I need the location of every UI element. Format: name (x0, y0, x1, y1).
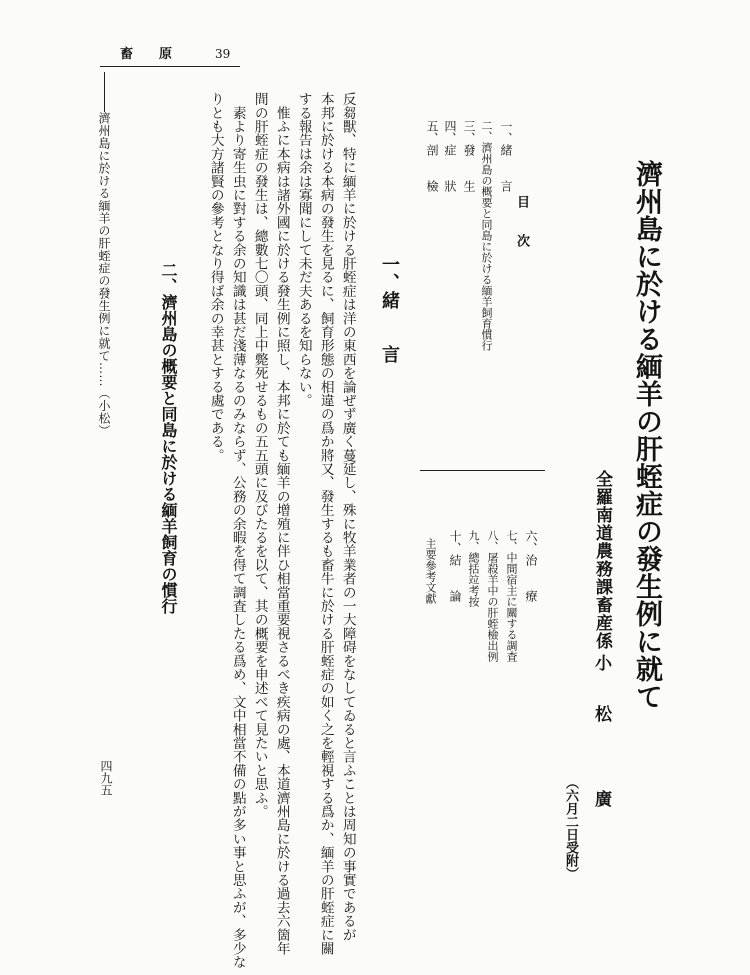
toc-item-9: 九、總括竝考按 (467, 530, 480, 607)
toc-item-7: 七、中間宿主に關する調査 (505, 530, 518, 662)
toc-item-3: 三、發 生 (462, 120, 476, 192)
toc-heading: 目 次 (514, 195, 529, 247)
header-rule (100, 66, 240, 67)
section-1-heading: 一、緒 言 (379, 255, 400, 363)
toc-item-10: 十、結 論 (448, 530, 462, 602)
toc-item-2: 二、濟州島の概要と同島に於ける緬羊飼育慣行 (480, 120, 493, 351)
body-line-7: りとも大方諸賢の參考となり得ば余の幸甚とする處である。 (207, 92, 224, 462)
body-line-1: 反芻獸、特に緬羊に於ける肝蛭症は洋の東西を論ぜず廣く蔓延し、殊に牧羊業者の一大障碍をなしてゐると言ふことは周知の事實であるが (339, 92, 356, 942)
article-title: 濟州島に於ける緬羊の肝蛭症の發生例に就て (631, 160, 662, 710)
toc-item-1: 一、緒 言 (499, 120, 513, 192)
body-line-3: する報告は余は寡聞にして未だ夫あるを知らない。 (295, 92, 312, 408)
toc-item-6: 六、治 療 (524, 530, 538, 602)
toc-item-8: 八、屠殺羊中の肝蛭檢出例 (486, 530, 499, 662)
page-number: 39 (215, 47, 231, 61)
footer-page-number: 四九五 (99, 760, 113, 796)
body-line-5: 間の肝蛭症の發生は、總數七〇頭、同上中斃死せるもの五五頭に及びたるを以て、其の概要を申述べて見たいと思ふ。 (251, 92, 268, 819)
toc-item-4: 四、症 狀 (443, 120, 457, 192)
section-2-heading: 二、濟州島の概要と同島に於ける緬羊飼育の慣行 (159, 262, 178, 614)
journal-name: 畜 原 (120, 47, 173, 62)
author-name: 小 松 廣 (591, 654, 611, 807)
body-line-6: 素より寄生虫に對する余の知識は甚だ淺薄なるのみならず、公務の余暇を得て調査したる爲め、文中相當不備の點が多い事と思ふが、多少な (229, 92, 246, 969)
body-line-4: 惟ふに本病は諸外國に於ける發生例に照し、本邦に於ても緬羊の增殖に伴ひ相當重要視さるべき疾病の處、本道濟州島に於ける過去六箇年 (273, 92, 290, 956)
author-affiliation: 全羅南道農務課畜産係 (592, 470, 612, 650)
body-line-2: 本邦に於ける本病の發生を見るに、飼育形態の相違の爲か將又、發生するも畜牛に於ける肝蛭症の如く之を輕視する爲か、緬羊の肝蛭症に關 (317, 92, 334, 956)
toc-item-5: 五、剖 檢 (425, 120, 439, 192)
toc-item-refs: 主要參考文獻 (424, 538, 437, 604)
toc-rule (420, 470, 545, 471)
received-date: （六月二日受附） (563, 776, 578, 880)
running-title: 濟州島に於ける緬羊の肝蛭症の發生例に就て……（小松） (97, 112, 111, 437)
running-title-rule (104, 72, 105, 112)
